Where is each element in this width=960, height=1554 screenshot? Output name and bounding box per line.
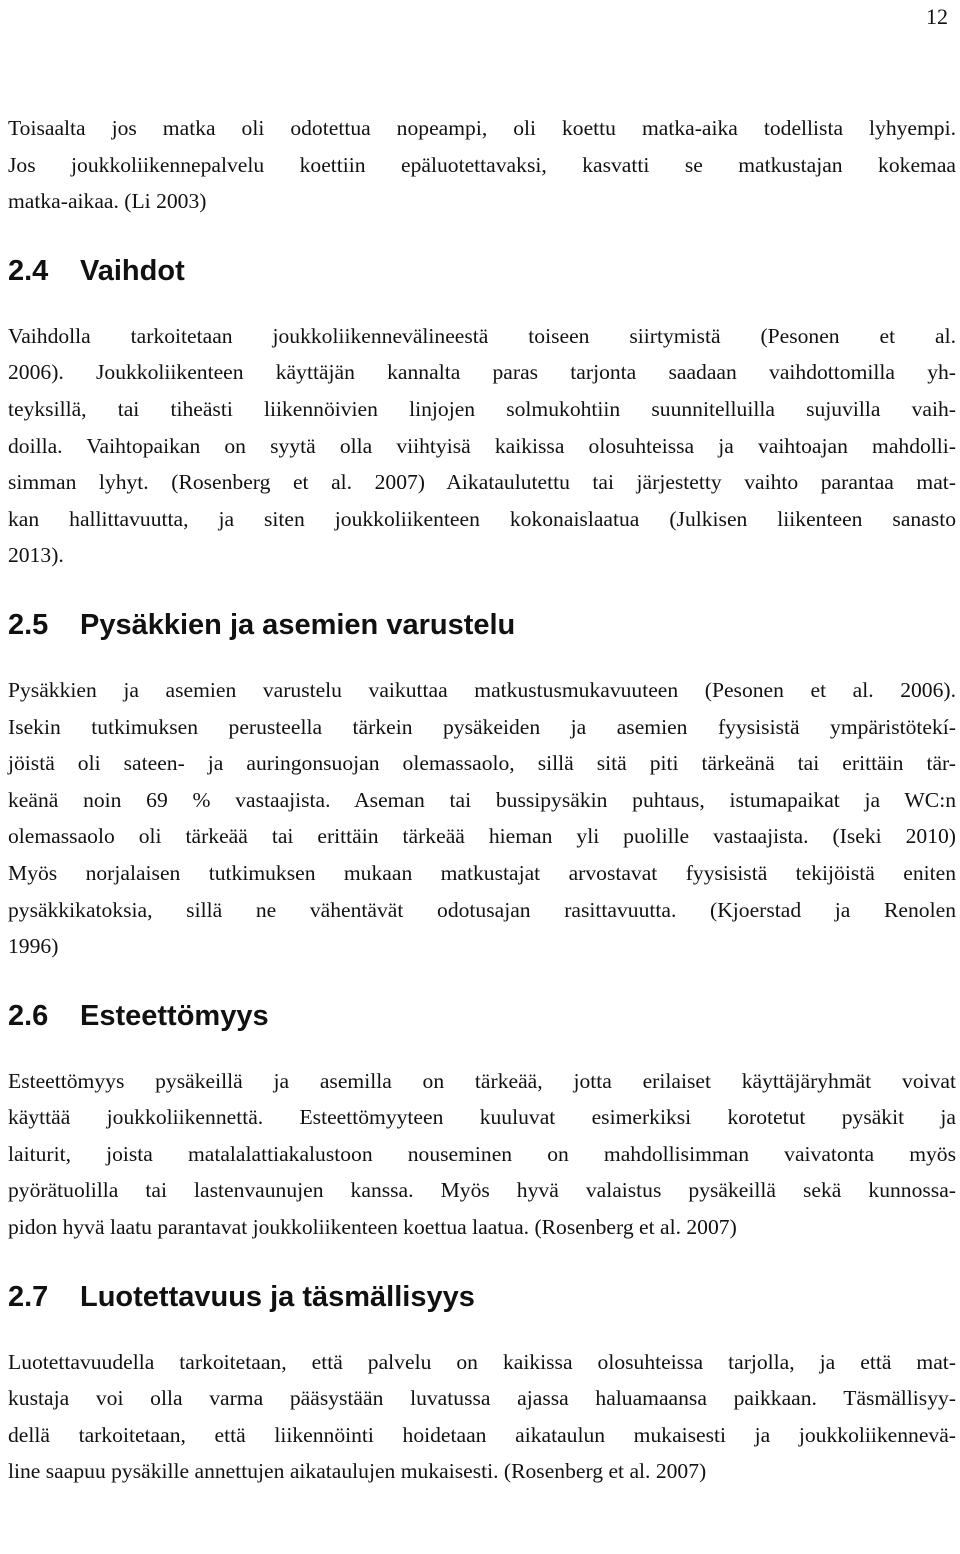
text-line: 1996) (8, 934, 59, 959)
section-title: Esteettömyys (80, 999, 269, 1032)
text-line: Isekin tutkimuksen perusteella tärkein pysäkeiden ja asemien fyysisistä ympäristötekí- (8, 714, 956, 739)
section-paragraph (8, 1063, 956, 1246)
section-paragraph (8, 1344, 956, 1490)
text-line: jöistä oli sateen- ja auringonsuojan olemassaolo, sillä sitä piti tärkeänä tai erittäin tär- (8, 751, 956, 776)
text-line: simman lyhyt. (Rosenberg et al. 2007) Aikataulutettu tai järjestetty vaihto parantaa mat- (8, 470, 956, 495)
text-line: Vaihdolla tarkoitetaan joukkoliikennevälineestä toiseen siirtymistä (Pesonen et al. (8, 323, 956, 348)
section-number: 2.7 (8, 1280, 49, 1313)
text-line: käyttää joukkoliikennettä. Esteettömyyteen kuuluvat esimerkiksi korotetut pysäkit ja (8, 1105, 956, 1130)
section-heading-esteettomyys (8, 999, 956, 1033)
section-heading-varustelu (8, 608, 956, 642)
section-title: Vaihdot (80, 254, 185, 287)
section-number: 2.4 (8, 254, 49, 287)
text-line: teyksillä, tai tiheästi liikennöivien linjojen solmukohtiin suunnitelluilla sujuvilla vaih- (8, 396, 956, 421)
text-line: Esteettömyys pysäkeillä ja asemilla on tärkeää, jotta erilaiset käyttäjäryhmät voivat (8, 1068, 956, 1093)
text-line: Jos joukkoliikennepalvelu koettiin epäluotettavaksi, kasvatti se matkustajan kokemaa (8, 152, 956, 177)
section-heading-vaihdot (8, 254, 956, 288)
text-line: matka-aikaa. (Li 2003) (8, 189, 207, 214)
text-line: Luotettavuudella tarkoitetaan, että palvelu on kaikissa olosuhteissa tarjolla, ja että mat- (8, 1349, 956, 1374)
section-title: Pysäkkien ja asemien varustelu (80, 608, 516, 641)
text-line: keänä noin 69 % vastaajista. Aseman tai bussipysäkin puhtaus, istumapaikat ja WC:n (8, 787, 956, 812)
text-line: Pysäkkien ja asemien varustelu vaikuttaa matkustusmukavuuteen (Pesonen et al. 2006). (8, 677, 956, 702)
text-line: 2006). Joukkoliikenteen käyttäjän kannalta paras tarjonta saadaan vaihdottomilla yh- (8, 360, 956, 385)
section-paragraph (8, 318, 956, 574)
document-body (8, 110, 956, 1490)
text-line: line saapuu pysäkille annettujen aikataulujen mukaisesti. (Rosenberg et al. 2007) (8, 1459, 707, 1484)
section-title: Luotettavuus ja täsmällisyys (80, 1280, 475, 1313)
text-line: laiturit, joista matalalattiakalustoon nouseminen on mahdollisimman vaivatonta myös (8, 1141, 956, 1166)
section-paragraph (8, 672, 956, 965)
text-line: pidon hyvä laatu parantavat joukkoliikenteen koettua laatua. (Rosenberg et al. 2007) (8, 1215, 737, 1240)
text-line: pysäkkikatoksia, sillä ne vähentävät odotusajan rasittavuutta. (Kjoerstad ja Renolen (8, 897, 956, 922)
text-line: pyörätuolilla tai lastenvaunujen kanssa. Myös hyvä valaistus pysäkeillä sekä kunnossa- (8, 1178, 956, 1203)
text-line: 2013). (8, 543, 64, 568)
text-line: kan hallittavuutta, ja siten joukkoliikenteen kokonaislaatua (Julkisen liikenteen sanasto (8, 506, 956, 531)
page-number: 12 (926, 4, 948, 29)
text-line: Myös norjalaisen tutkimuksen mukaan matkustajat arvostavat fyysisistä tekijöistä eniten (8, 860, 956, 885)
text-line: doilla. Vaihtopaikan on syytä olla viihtyisä kaikissa olosuhteissa ja vaihtoajan mahdolli- (8, 433, 956, 458)
text-line: kustaja voi olla varma pääsystään luvatussa ajassa haluamaansa paikkaan. Täsmällisyy- (8, 1386, 956, 1411)
section-number: 2.6 (8, 999, 49, 1032)
text-line: dellä tarkoitetaan, että liikennöinti hoidetaan aikataulun mukaisesti ja joukkoliikennevä- (8, 1422, 956, 1447)
intro-paragraph (8, 110, 956, 220)
text-line: Toisaalta jos matka oli odotettua nopeampi, oli koettu matka-aika todellista lyhyempi. (8, 116, 956, 140)
section-heading-luotettavuus (8, 1280, 956, 1314)
section-number: 2.5 (8, 608, 49, 641)
text-line: olemassaolo oli tärkeää tai erittäin tärkeää hieman yli puolille vastaajista. (Iseki 2010) (8, 824, 956, 849)
